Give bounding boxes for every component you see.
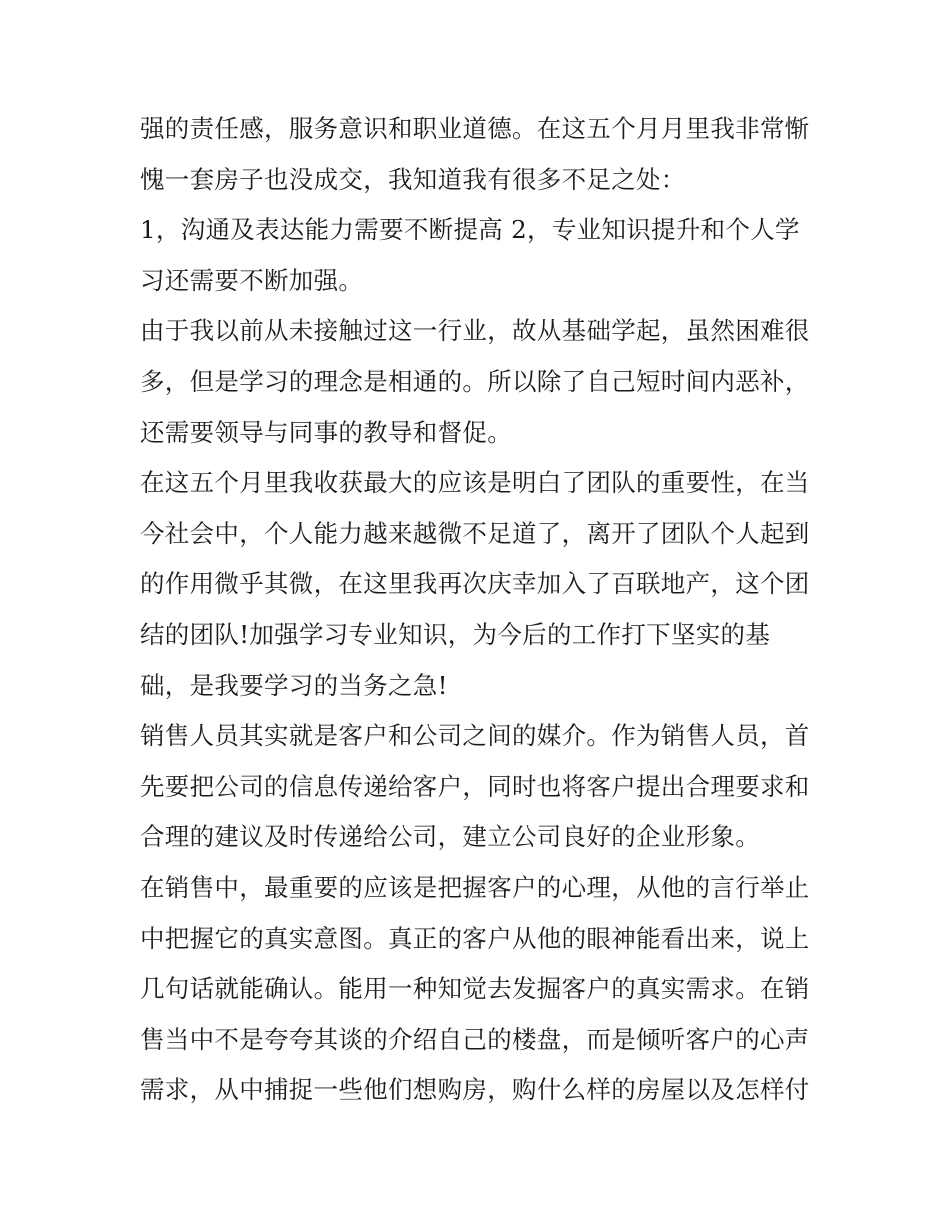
text-line: 愧一套房子也没成交，我知道我有很多不足之处： <box>140 164 686 194</box>
text-line: 础，是我要学习的当务之急! <box>140 670 448 700</box>
text-line: 强的责任感，服务意识和职业道德。在这五个月月里我非常惭 <box>140 114 810 143</box>
text-line: 结的团队!加强学习专业知识，为今后的工作打下坚实的基 <box>140 619 771 649</box>
text-line: 售当中不是夸夸其谈的介绍自己的楼盘，而是倾听客户的心声 <box>140 1024 810 1054</box>
text-line: 的作用微乎其微，在这里我再次庆幸加入了百联地产，这个团 <box>140 569 810 599</box>
text-line: 中把握它的真实意图。真正的客户从他的眼神能看出来，说上 <box>140 923 810 953</box>
text-line: 在这五个月里我收获最大的应该是明白了团队的重要性，在当 <box>140 468 810 498</box>
text-line: 由于我以前从未接触过这一行业，故从基础学起，虽然困难很 <box>140 316 810 346</box>
text-line: 在销售中，最重要的应该是把握客户的心理，从他的言行举止 <box>140 872 810 902</box>
text-line: 习还需要不断加强。 <box>140 265 364 295</box>
text-line: 今社会中，个人能力越来越微不足道了，离开了团队个人起到 <box>140 518 810 548</box>
text-line: 1，沟通及表达能力需要不断提高 2，专业知识提升和个人学 <box>140 215 800 245</box>
text-line: 几句话就能确认。能用一种知觉去发掘客户的真实需求。在销 <box>140 974 810 1004</box>
text-line: 销售人员其实就是客户和公司之间的媒介。作为销售人员，首 <box>140 721 810 751</box>
text-line: 还需要领导与同事的教导和督促。 <box>140 417 512 447</box>
text-line: 合理的建议及时传递给公司，建立公司良好的企业形象。 <box>140 822 760 852</box>
text-line: 多，但是学习的理念是相通的。所以除了自己短时间内恶补， <box>140 366 810 396</box>
text-line: 需求，从中捕捉一些他们想购房，购什么样的房屋以及怎样付 <box>140 1075 810 1105</box>
text-line: 先要把公司的信息传递给客户，同时也将客户提出合理要求和 <box>140 771 810 801</box>
document-body <box>140 104 820 1116</box>
